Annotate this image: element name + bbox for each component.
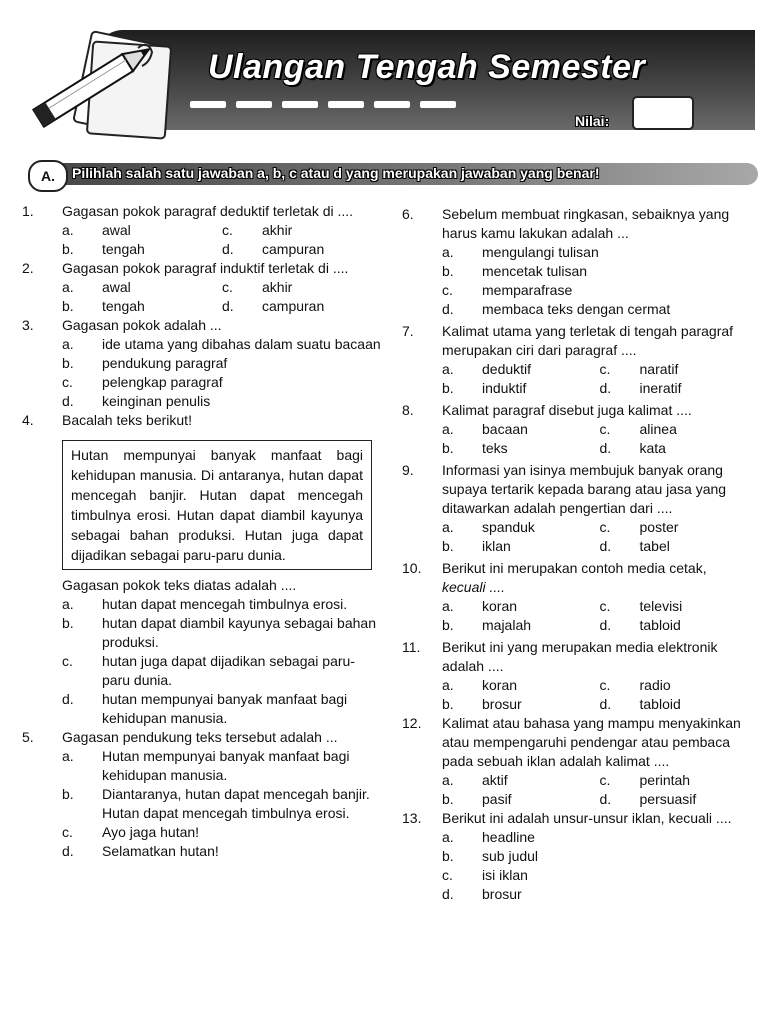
option-b[interactable]: b. iklan <box>442 538 511 554</box>
option-c[interactable]: c. naratif <box>599 361 679 377</box>
question-2-options <box>22 278 382 316</box>
question-2 <box>22 259 382 278</box>
question-4-options <box>22 595 382 728</box>
score-label: Nilai: <box>575 113 610 129</box>
question-11-options <box>402 676 757 714</box>
option-a[interactable]: a. koran <box>442 677 518 693</box>
option-c[interactable]: c. poster <box>599 519 679 535</box>
question-number: 9. <box>402 462 414 478</box>
worksheet-header <box>0 0 768 150</box>
option-a[interactable]: a. koran <box>442 598 518 614</box>
section-badge: A. <box>28 160 68 192</box>
question-12-options <box>402 771 757 809</box>
option-c[interactable]: c. Ayo jaga hutan! <box>62 824 200 840</box>
reading-passage: Hutan mempunyai banyak manfaat bagi kehidupan manusia. Di antaranya, hutan dapat mencegah banjir. Hutan dapat mencegah timbulnya erosi. Hutan dapat diambil kayunya sebagai bahan produksi. Hutan juga dapat dijadikan sebagai paru-paru dunia. <box>62 440 372 570</box>
option-d[interactable]: d. campuran <box>222 241 325 257</box>
question-5 <box>22 728 382 747</box>
question-text: Berikut ini adalah unsur-unsur iklan, kecuali .... <box>442 810 732 826</box>
option-a[interactable]: a. awal <box>62 222 131 238</box>
question-6-options <box>402 243 757 319</box>
question-3 <box>22 316 382 335</box>
question-number: 4. <box>22 412 34 428</box>
question-12 <box>402 714 757 771</box>
option-b[interactable]: b. hutan dapat diambil kayunya sebagai bahan produksi. <box>62 615 376 650</box>
option-c[interactable]: c. perintah <box>599 772 691 788</box>
decorative-dashes <box>190 101 460 109</box>
question-text: Informasi yan isinya membujuk banyak orang supaya tertarik kepada barang atau jasa yang ditawarkan adalah pengertian dari .... <box>442 462 727 516</box>
option-b[interactable]: b. pasif <box>442 791 512 807</box>
question-4 <box>22 411 382 430</box>
option-d[interactable]: d. tabel <box>599 538 670 554</box>
option-b[interactable]: b. brosur <box>442 696 522 712</box>
option-a[interactable]: a. spanduk <box>442 519 535 535</box>
question-5-options <box>22 747 382 861</box>
option-a[interactable]: a. bacaan <box>442 421 528 437</box>
option-a[interactable]: a. awal <box>62 279 131 295</box>
question-text: Kalimat atau bahasa yang mampu menyakinkan atau mempengaruhi pendengar atau pembaca pada sebuah iklan adalah kalimat .... <box>442 715 741 769</box>
option-a[interactable]: a. mengulangi tulisan <box>442 244 599 260</box>
option-c[interactable]: c. televisi <box>599 598 683 614</box>
option-c[interactable]: c. akhir <box>222 222 293 238</box>
question-1 <box>22 202 382 221</box>
question-13-options <box>402 828 757 904</box>
option-c[interactable]: c. alinea <box>599 421 677 437</box>
option-b[interactable]: b. mencetak tulisan <box>442 263 588 279</box>
score-box[interactable] <box>632 96 694 130</box>
option-c[interactable]: c. isi iklan <box>442 867 528 883</box>
question-text: Berikut ini yang merupakan media elektronik adalah .... <box>442 639 718 674</box>
option-c[interactable]: c. pelengkap paragraf <box>62 374 223 390</box>
option-b[interactable]: b. majalah <box>442 617 532 633</box>
question-4-stem <box>22 576 382 595</box>
question-1-options <box>22 221 382 259</box>
option-b[interactable]: b. tengah <box>62 241 145 257</box>
question-7-options <box>402 360 757 398</box>
option-a[interactable]: a. Hutan mempunyai banyak manfaat bagi kehidupan manusia. <box>62 748 350 783</box>
left-column <box>22 202 382 861</box>
option-d[interactable]: d. persuasif <box>599 791 697 807</box>
option-c[interactable]: c. memparafrase <box>442 282 573 298</box>
option-a[interactable]: a. headline <box>442 829 535 845</box>
question-9 <box>402 461 757 518</box>
question-text: Gagasan pokok adalah ... <box>62 317 222 333</box>
option-c[interactable]: c. akhir <box>222 279 293 295</box>
question-number: 8. <box>402 402 414 418</box>
question-6 <box>402 205 757 243</box>
question-text: Kalimat utama yang terletak di tengah paragraf merupakan ciri dari paragraf .... <box>442 323 734 358</box>
option-c[interactable]: c. hutan juga dapat dijadikan sebagai paru-paru dunia. <box>62 653 355 688</box>
question-number: 7. <box>402 323 414 339</box>
question-number: 11. <box>402 639 421 655</box>
question-text-exception: kecuali .... <box>442 579 506 595</box>
question-text: Sebelum membuat ringkasan, sebaiknya yang harus kamu lakukan adalah ... <box>442 206 730 241</box>
pencil-paper-icon <box>20 30 190 140</box>
question-3-options <box>22 335 382 411</box>
question-9-options <box>402 518 757 556</box>
option-d[interactable]: d. campuran <box>222 298 325 314</box>
right-column <box>402 205 757 904</box>
question-number: 3. <box>22 317 34 333</box>
option-d[interactable]: d. keinginan penulis <box>62 393 211 409</box>
question-number: 5. <box>22 729 34 745</box>
question-number: 1. <box>22 203 34 219</box>
option-d[interactable]: d. kata <box>599 440 666 456</box>
question-11 <box>402 638 757 676</box>
option-d[interactable]: d. ineratif <box>599 380 682 396</box>
question-number: 10. <box>402 560 422 576</box>
question-text: Kalimat paragraf disebut juga kalimat .... <box>442 402 692 418</box>
section-instruction: Pilihlah salah satu jawaban a, b, c atau d yang merupakan jawaban yang benar! <box>72 165 600 181</box>
question-number: 12. <box>402 715 422 731</box>
option-d[interactable]: d. brosur <box>442 886 522 902</box>
option-a[interactable]: a. ide utama yang dibahas dalam suatu bacaan <box>62 336 381 352</box>
question-number: 13. <box>402 810 422 826</box>
option-d[interactable]: d. tabloid <box>599 617 681 633</box>
option-a[interactable]: a. hutan dapat mencegah timbulnya erosi. <box>62 596 348 612</box>
option-d[interactable]: d. Selamatkan hutan! <box>62 843 219 859</box>
question-text: Gagasan pokok paragraf induktif terletak di .... <box>62 260 349 276</box>
option-c[interactable]: c. radio <box>599 677 671 693</box>
option-b[interactable]: b. Diantaranya, hutan dapat mencegah banjir. Hutan dapat mencegah timbulnya erosi. <box>62 786 370 821</box>
option-d[interactable]: d. hutan mempunyai banyak manfaat bagi kehidupan manusia. <box>62 691 348 726</box>
option-b[interactable]: b. induktif <box>442 380 527 396</box>
question-text: Bacalah teks berikut! <box>62 412 192 428</box>
option-b[interactable]: b. sub judul <box>442 848 539 864</box>
question-13 <box>402 809 757 828</box>
option-b[interactable]: b. pendukung paragraf <box>62 355 228 371</box>
page-title: Ulangan Tengah Semester <box>208 48 646 86</box>
option-b[interactable]: b. teks <box>442 440 508 456</box>
question-number: 2. <box>22 260 34 276</box>
question-text: Berikut ini merupakan contoh media cetak, <box>442 560 707 576</box>
question-text: Gagasan pendukung teks tersebut adalah ... <box>62 729 338 745</box>
option-d[interactable]: d. tabloid <box>599 696 681 712</box>
question-number: 6. <box>402 206 414 222</box>
question-8-options <box>402 420 757 458</box>
question-7 <box>402 322 757 360</box>
question-10 <box>402 559 757 597</box>
question-text: Gagasan pokok teks diatas adalah .... <box>62 577 297 593</box>
option-a[interactable]: a. aktif <box>442 772 508 788</box>
option-a[interactable]: a. deduktif <box>442 361 532 377</box>
option-b[interactable]: b. tengah <box>62 298 145 314</box>
question-8 <box>402 401 757 420</box>
question-text: Gagasan pokok paragraf deduktif terletak di .... <box>62 203 354 219</box>
question-10-options <box>402 597 757 635</box>
option-d[interactable]: d. membaca teks dengan cermat <box>442 301 671 317</box>
